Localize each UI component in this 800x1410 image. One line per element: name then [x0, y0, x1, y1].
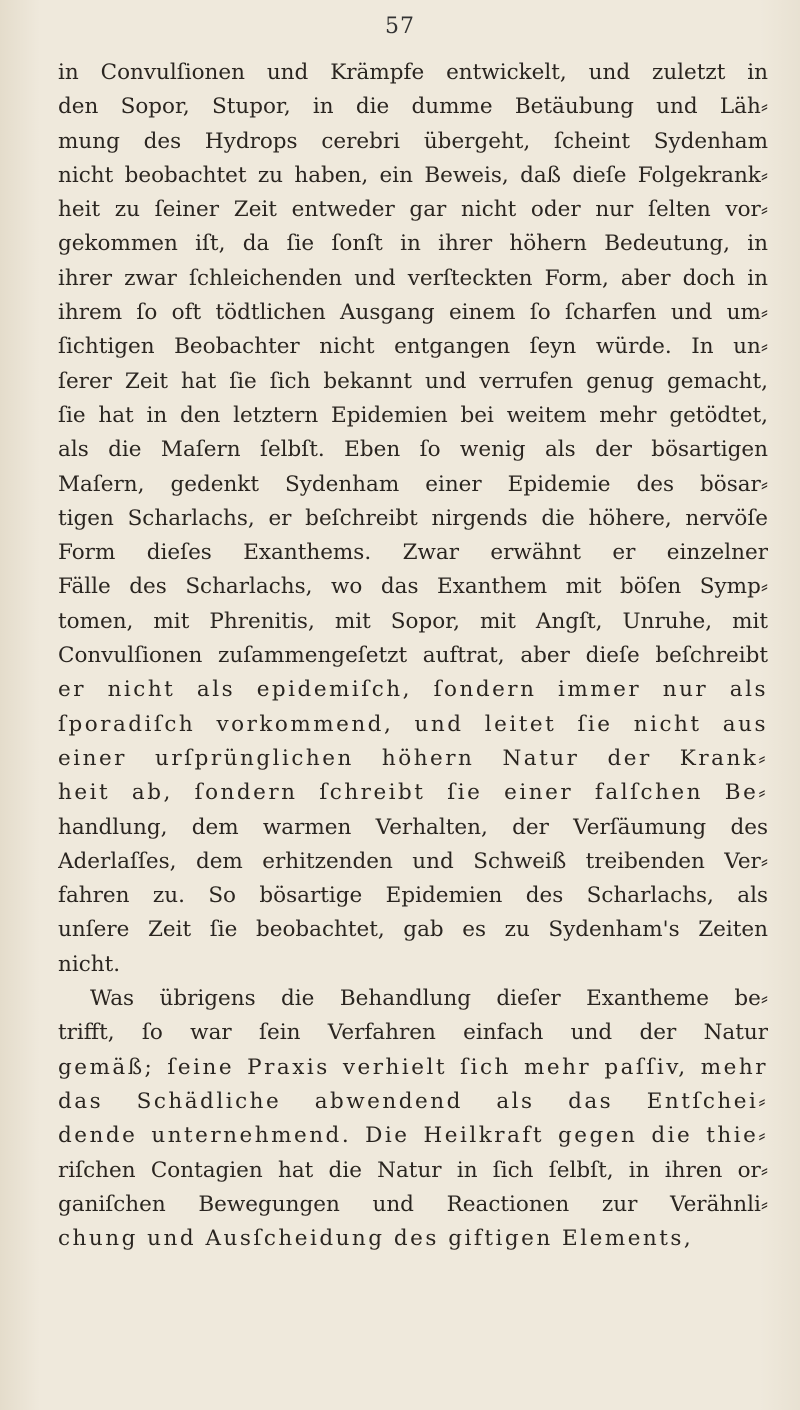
- text-line: ſerer Zeit hat ſie ſich bekannt und verrufen genug gemacht,: [58, 368, 768, 394]
- text-line: er nicht als epidemiſch, ſondern immer nur als: [58, 677, 768, 703]
- text-line: Was übrigens die Behandlung dieſer Exantheme be⸗: [90, 986, 768, 1012]
- text-line: tigen Scharlachs, er beſchreibt nirgends die höhere, nervöſe: [58, 505, 768, 531]
- text-line: mung des Hydrops cerebri übergeht, ſcheint Sydenham: [58, 128, 768, 154]
- body-text: [58, 56, 768, 1256]
- text-line: trifft, ſo war ſein Verfahren einfach und der Natur: [58, 1020, 768, 1046]
- text-line: ſichtigen Beobachter nicht entgangen ſeyn würde. In un⸗: [58, 334, 768, 360]
- text-line: Fälle des Scharlachs, wo das Exanthem mit böſen Symp⸗: [58, 574, 768, 600]
- text-line: ihrer zwar ſchleichenden und verſteckten Form, aber doch in: [58, 265, 768, 291]
- text-line: in Convulſionen und Krämpfe entwickelt, und zuletzt in: [58, 60, 768, 85]
- text-line: gekommen iſt, da ſie ſonſt in ihrer höhern Bedeutung, in: [58, 231, 768, 257]
- text-line: fahren zu. So bösartige Epidemien des Scharlachs, als: [58, 883, 768, 909]
- text-line: ihrem ſo oft tödtlichen Ausgang einem ſo ſcharfen und um⸗: [58, 300, 768, 326]
- text-line: als die Maſern ſelbſt. Eben ſo wenig als der bösartigen: [58, 437, 768, 463]
- text-line: heit ab, ſondern ſchreibt ſie einer falſchen Be⸗: [58, 780, 768, 806]
- text-line: ganiſchen Bewegungen und Reactionen zur Verähnli⸗: [58, 1191, 768, 1217]
- text-line: heit zu ſeiner Zeit entweder gar nicht oder nur ſelten vor⸗: [58, 197, 768, 223]
- text-line: nicht.: [58, 951, 121, 977]
- text-line: tomen, mit Phrenitis, mit Sopor, mit Angſt, Unruhe, mit: [58, 608, 768, 634]
- text-line: handlung, dem warmen Verhalten, der Verſäumung des: [58, 814, 768, 840]
- text-line: unſere Zeit ſie beobachtet, gab es zu Sydenham's Zeiten: [58, 917, 768, 943]
- text-line: ſie hat in den letztern Epidemien bei weitem mehr getödtet,: [58, 402, 768, 428]
- text-line: riſchen Contagien hat die Natur in ſich ſelbſt, in ihren or⸗: [58, 1157, 768, 1183]
- text-line: gemäß; ſeine Praxis verhielt ſich mehr paſſiv, mehr: [58, 1054, 768, 1080]
- text-line: ſporadiſch vorkommend, und leitet ſie nicht aus: [58, 711, 768, 737]
- text-line: Maſern, gedenkt Sydenham einer Epidemie des bösar⸗: [58, 471, 768, 497]
- text-line: chung und Ausſcheidung des giftigen Elements,: [58, 1226, 694, 1252]
- text-line: nicht beobachtet zu haben, ein Beweis, daß dieſe Folgekrank⸗: [58, 162, 768, 188]
- text-line: das Schädliche abwendend als das Entſchei⸗: [58, 1088, 768, 1114]
- text-line: Aderlaſſes, dem erhitzenden und Schweiß treibenden Ver⸗: [58, 848, 768, 874]
- text-line: Convulſionen zuſammengeſetzt auftrat, aber dieſe beſchreibt: [58, 643, 768, 669]
- text-line: Form dieſes Exanthems. Zwar erwähnt er einzelner: [58, 540, 768, 566]
- text-line: einer urſprünglichen höhern Natur der Krank⸗: [58, 745, 768, 771]
- page-number: 57: [385, 14, 415, 39]
- text-line: dende unternehmend. Die Heilkraft gegen die thie⸗: [58, 1123, 768, 1149]
- text-line: den Sopor, Stupor, in die dumme Betäubung und Läh⸗: [58, 94, 768, 120]
